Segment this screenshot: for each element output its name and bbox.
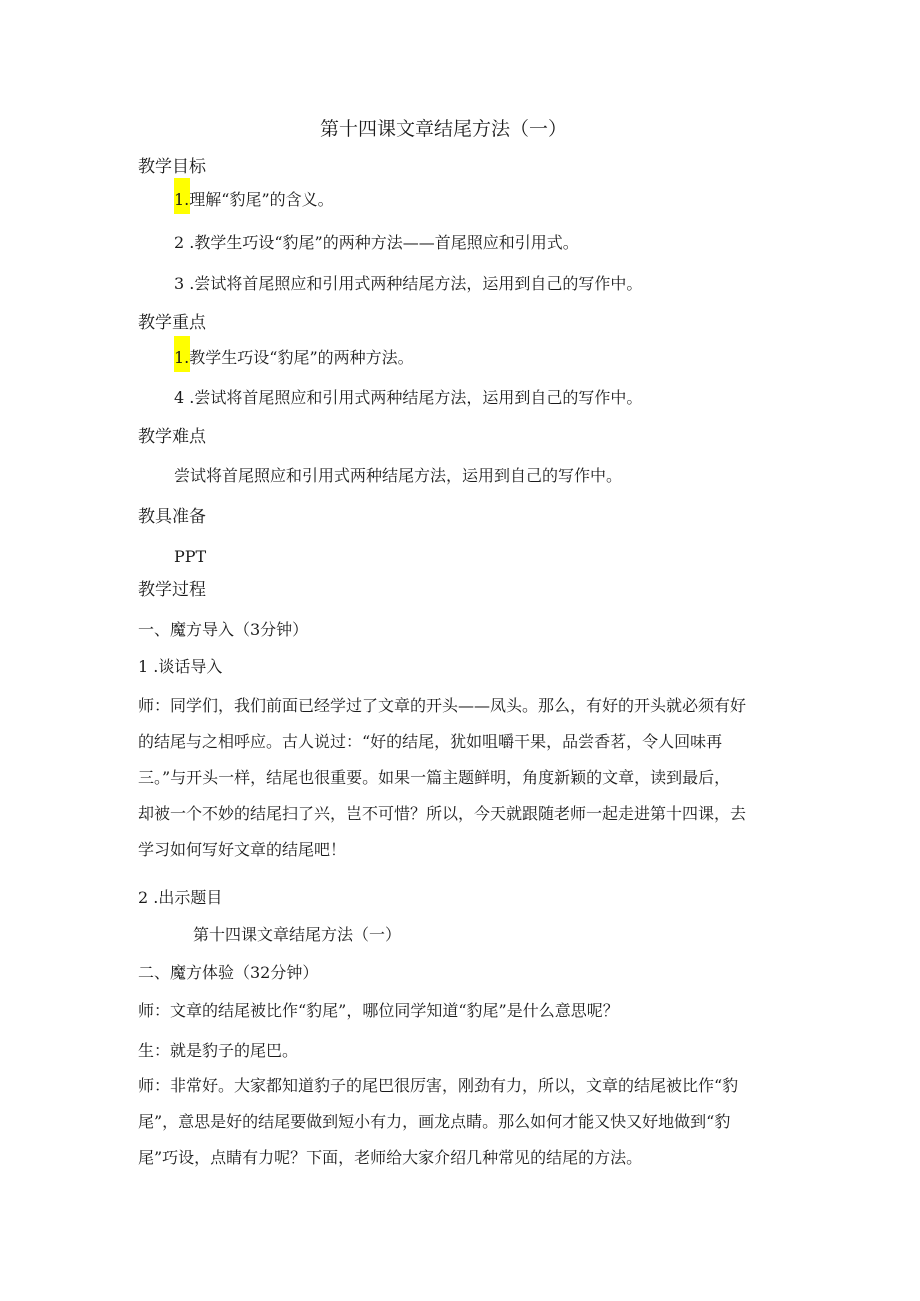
document-title: 第十四课文章结尾方法（一） <box>320 118 568 140</box>
paragraph-line: 三。”与开头一样，结尾也很重要。如果一篇主题鲜明，角度新颖的文章，读到最后， <box>138 768 731 787</box>
paragraph-line: 尾”，意思是好的结尾要做到短小有力，画龙点睛。那么如何才能又快又好地做到“豹 <box>138 1112 731 1131</box>
step-2-heading: 2 .出示题目 <box>138 888 223 907</box>
focus-item-1 <box>174 347 414 369</box>
shown-title: 第十四课文章结尾方法（一） <box>193 925 402 944</box>
teacher-question: 师：文章的结尾被比作“豹尾”，哪位同学知道“豹尾”是什么意思呢？ <box>138 1001 619 1020</box>
tools-text: PPT <box>174 547 207 566</box>
goal-item-2-text: 教学生巧设“豹尾”的两种方法——首尾照应和引用式。 <box>194 233 579 252</box>
goal-item-3-text: 尝试将首尾照应和引用式两种结尾方法，运用到自己的写作中。 <box>194 274 643 293</box>
focus-item-2-num: 4 . <box>174 388 195 407</box>
step-1-heading: 1 .谈话导入 <box>138 657 223 676</box>
focus-heading: 教学重点 <box>138 313 206 333</box>
goal-item-2 <box>174 232 579 254</box>
paragraph-line: 师：非常好。大家都知道豹子的尾巴很厉害，刚劲有力，所以，文章的结尾被比作“豹 <box>138 1076 739 1095</box>
section-1-heading: 一、魔方导入（3分钟） <box>138 620 309 639</box>
paragraph-line: 的结尾与之相呼应。古人说过：“好的结尾，犹如咀嚼干果，品尝香茗，令人回味再 <box>138 732 723 751</box>
difficulty-heading: 教学难点 <box>138 427 206 447</box>
tools-heading: 教具准备 <box>138 507 206 527</box>
paragraph-line: 学习如何写好文章的结尾吧！ <box>138 840 347 859</box>
goal-item-3 <box>174 273 642 295</box>
section-2-heading: 二、魔方体验（32分钟） <box>138 963 319 982</box>
focus-item-2 <box>174 387 642 409</box>
paragraph-line: 却被一个不妙的结尾扫了兴，岂不可惜？所以，今天就跟随老师一起走进第十四课，去 <box>138 804 747 823</box>
goal-item-1-text: 理解“豹尾”的含义。 <box>189 190 334 209</box>
goal-item-3-num: 3 . <box>174 274 195 293</box>
goal-item-1 <box>174 189 334 211</box>
paragraph-line: 尾”巧设，点睛有力呢？下面，老师给大家介绍几种常见的结尾的方法。 <box>138 1148 643 1167</box>
process-heading: 教学过程 <box>138 580 206 600</box>
focus-item-1-text: 教学生巧设“豹尾”的两种方法。 <box>189 348 414 367</box>
student-answer: 生：就是豹子的尾巴。 <box>138 1041 299 1060</box>
focus-item-2-text: 尝试将首尾照应和引用式两种结尾方法，运用到自己的写作中。 <box>194 388 643 407</box>
paragraph-line: 师：同学们，我们前面已经学过了文章的开头——凤头。那么，有好的开头就必须有好 <box>138 696 747 715</box>
goal-item-1-num: 1. <box>174 190 190 209</box>
goal-item-2-num: 2 . <box>174 233 195 252</box>
intro-paragraph <box>138 688 788 868</box>
explain-paragraph <box>138 1068 788 1176</box>
difficulty-text: 尝试将首尾照应和引用式两种结尾方法，运用到自己的写作中。 <box>174 466 623 485</box>
focus-item-1-num: 1. <box>174 348 190 367</box>
goals-heading: 教学目标 <box>138 157 206 177</box>
